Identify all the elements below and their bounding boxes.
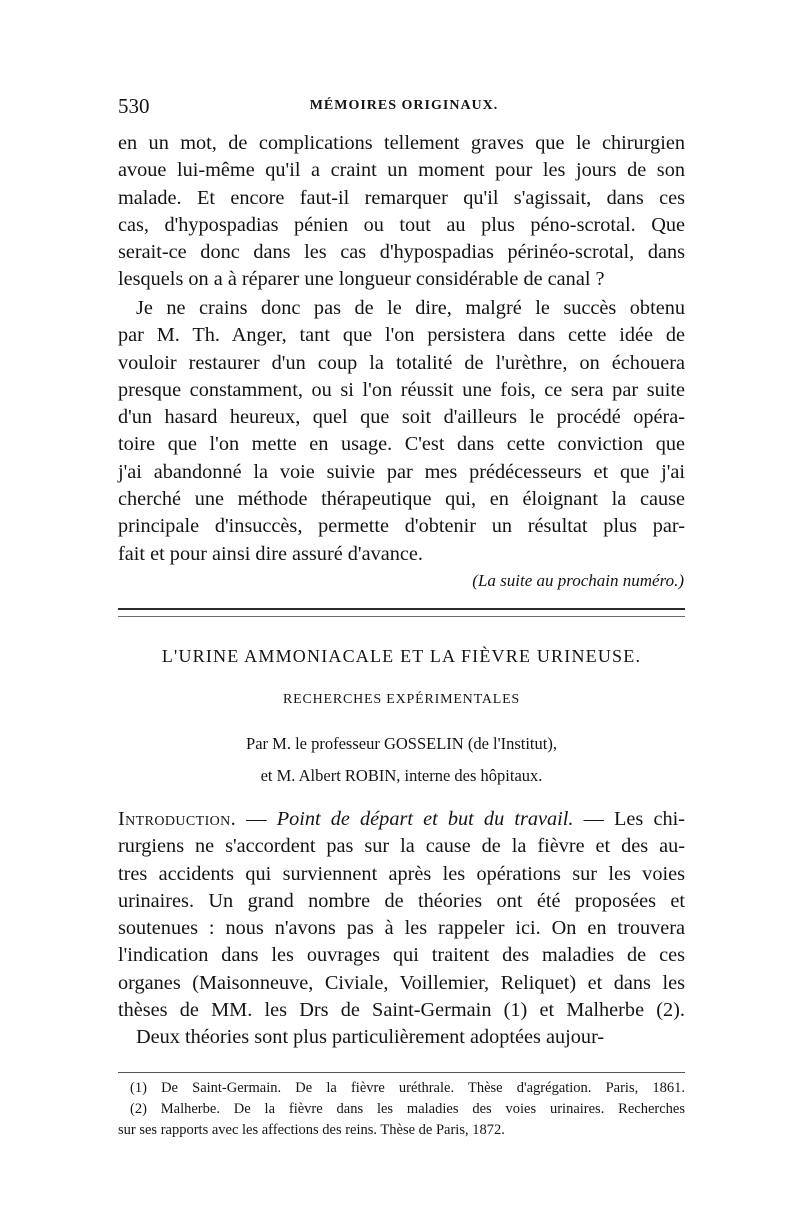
footnote-1: (1) De Saint-Germain. De la fièvre uréthrale. Thèse d'agrégation. Paris, 1861. [130, 1080, 685, 1096]
text-line: j'ai abandonné la voie suivie par mes prédécesseurs et que j'ai [118, 460, 685, 483]
text-line: urinaires. Un grand nombre de théories ont été proposées et [118, 889, 685, 912]
text-line: par M. Th. Anger, tant que l'on persistera dans cette idée de [118, 324, 685, 347]
section-separator-thin [118, 616, 685, 617]
text-line: tres accidents qui surviennent après les opérations sur les voies [118, 862, 685, 885]
text-line: d'un hasard heureux, quel que soit d'ailleurs le procédé opéra- [118, 406, 685, 429]
text-line: soutenues : nous n'avons pas à les rappeler ici. On en trouvera [118, 917, 685, 940]
continuation-note: (La suite au prochain numéro.) [472, 571, 684, 590]
article-subtitle: RECHERCHES EXPÉRIMENTALES [282, 692, 521, 707]
journal-title: MÉMOIRES ORIGINAUX. [309, 98, 499, 113]
text-line: vouloir restaurer d'un coup la totalité de l'urèthre, on échouera [118, 351, 685, 374]
section-separator [118, 608, 685, 610]
text-line: Deux théories sont plus particulièrement adoptées aujour- [136, 1026, 605, 1049]
text-line: cherché une méthode thérapeutique qui, en éloignant la cause [118, 488, 685, 511]
text-line: Je ne crains donc pas de le dire, malgré le succès obtenu [136, 297, 685, 319]
intro-heading: Point de départ et but du travail. [276, 808, 574, 830]
text-line: serait-ce donc dans les cas d'hypospadias périnéo-scrotal, dans [118, 241, 685, 264]
footnotes [118, 1078, 685, 1141]
running-head [118, 92, 690, 122]
page-number: 530 [118, 94, 150, 118]
intro-label: Introduction. [118, 808, 237, 830]
text-line: fait et pour ainsi dire assuré d'avance. [118, 542, 423, 565]
footnote-2: (2) Malherbe. De la fièvre dans les maladies des voies urinaires. Recherches [130, 1101, 685, 1117]
paragraph-3 [118, 806, 685, 1052]
footnote-2-continued: sur ses rapports avec les affections des reins. Thèse de Paris, 1872. [118, 1122, 505, 1138]
text-line: avoue lui-même qu'il a craint un moment pour les jours de son [118, 159, 685, 182]
paragraph-1 [118, 130, 685, 294]
article-title: L'URINE AMMONIACALE ET LA FIÈVRE URINEUSE. [161, 646, 642, 666]
text-line: toire que l'on mette en usage. C'est dans cette conviction que [118, 433, 685, 456]
text-line: principale d'insuccès, permette d'obtenir un résultat plus par- [118, 515, 685, 538]
text-line: rurgiens ne s'accordent pas sur la cause de la fièvre et des au- [118, 835, 685, 858]
text-line: presque constamment, ou si l'on réussit une fois, ce sera par suite [118, 378, 685, 401]
intro-dash: — [236, 808, 277, 830]
intro-rest: — Les chi- [573, 808, 685, 830]
byline-author-1: Par M. le professeur GOSSELIN (de l'Institut), [246, 734, 557, 753]
text-line: l'indication dans les ouvrages qui traitent des maladies de ces [118, 944, 685, 967]
text-line: lesquels on a à réparer une longueur considérable de canal ? [118, 268, 605, 291]
text-line: cas, d'hypospadias pénien ou tout au plus péno-scrotal. Que [118, 213, 685, 236]
paragraph-2 [118, 295, 685, 568]
text-line: organes (Maisonneuve, Civiale, Voillemier, Reliquet) et dans les [118, 971, 685, 994]
footnote-rule [118, 1072, 685, 1073]
text-line: malade. Et encore faut-il remarquer qu'il s'agissait, dans ces [118, 186, 685, 209]
text-line: thèses de MM. les Drs de Saint-Germain (1) et Malherbe (2). [118, 999, 685, 1022]
text-line-intro [118, 806, 685, 833]
text-line: en un mot, de complications tellement graves que le chirurgien [118, 132, 685, 154]
byline-author-2: et M. Albert ROBIN, interne des hôpitaux. [260, 766, 543, 785]
